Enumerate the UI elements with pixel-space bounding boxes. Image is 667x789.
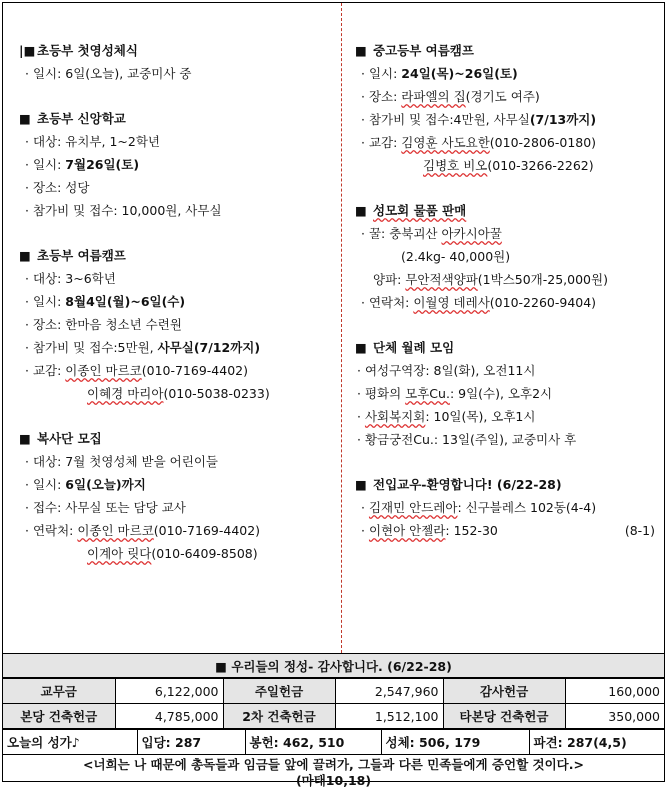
left-column — [19, 39, 335, 587]
info-line: · 일시: 24일(목)~26일(토) — [361, 66, 518, 81]
table-label: 주일헌금 — [223, 679, 335, 704]
bulletin-page — [2, 2, 665, 788]
right-column — [355, 39, 661, 564]
info-line: · 참가비 및 접수:4만원, 사무실(7/13까지) — [361, 112, 597, 127]
info-line: · 일시: 7월26일(토) — [25, 157, 140, 172]
hymn-table — [3, 729, 664, 755]
square-bullet-icon: |■ — [19, 43, 36, 58]
info-line: · 황금궁전Cu.: 13일(주일), 교중미사 후 — [357, 432, 577, 447]
section-title: ■ 복사단 모집 — [19, 427, 335, 450]
column-divider — [341, 3, 342, 653]
info-line: (2.4kg- 40,000원) — [401, 249, 511, 264]
section-faith-school — [19, 107, 335, 222]
info-line: · 김재민 안드레아: 신구블레스 102동(4-4) — [361, 500, 597, 515]
info-line: · 교감: 이종인 마르코(010-7169-4402) — [25, 363, 248, 378]
square-bullet-icon: ■ — [355, 477, 367, 492]
square-bullet-icon: ■ — [355, 203, 367, 218]
offering-section — [3, 653, 664, 789]
table-row — [3, 704, 664, 729]
square-bullet-icon: ■ — [355, 340, 367, 355]
info-line: · 일시: 8월4일(월)~6일(수) — [25, 294, 186, 309]
section-altar-server — [19, 427, 335, 565]
section-first-communion — [19, 39, 335, 85]
section-title: ■ 중고등부 여름캠프 — [355, 39, 661, 62]
verse-reference: (마태10,18) — [295, 773, 372, 788]
info-line: 양파: 무안적색양파(1박스50개-25,000원) — [373, 272, 608, 287]
table-value: 160,000 — [565, 679, 664, 704]
section-summer-camp-youth — [355, 39, 661, 177]
info-line: 이혜경 마리아(010-5038-0233) — [87, 386, 270, 401]
info-line: · 꿀: 충북괴산 아카시아꿀 — [361, 226, 502, 241]
info-line: · 이현아 안젤라: 152-30 (8-1) — [361, 523, 655, 538]
info-line: · 일시: 6일(오늘), 교중미사 중 — [25, 66, 192, 81]
section-title: ■ 초등부 신앙학교 — [19, 107, 335, 130]
square-bullet-icon: ■ — [19, 431, 31, 446]
table-label: 2차 건축헌금 — [223, 704, 335, 729]
verse-text: <너희는 나 때문에 총독들과 임금들 앞에 끌려가, 그들과 다른 민족들에게 증언할 것이다.> — [83, 757, 584, 772]
table-label: 본당 건축헌금 — [3, 704, 115, 729]
hymn-communion: 성체: 506, 179 — [381, 730, 529, 755]
info-line: · 평화의 모후Cu.: 9일(수), 오후2시 — [357, 386, 553, 401]
hymn-title: 오늘의 성가♪ — [3, 730, 137, 755]
hymn-offertory: 봉헌: 462, 510 — [245, 730, 381, 755]
hymn-entrance: 입당: 287 — [137, 730, 245, 755]
info-line: · 일시: 6일(오늘)까지 — [25, 477, 146, 492]
info-line: · 사회복지회: 10일(목), 오후1시 — [357, 409, 536, 424]
section-title: ■ 단체 월례 모임 — [355, 336, 661, 359]
table-row — [3, 730, 664, 755]
info-line: · 대상: 7월 첫영성체 받을 어린이들 — [25, 454, 218, 469]
offering-table — [3, 678, 664, 729]
square-bullet-icon: ■ — [19, 248, 31, 263]
square-bullet-icon: ■ — [19, 111, 31, 126]
info-line: · 장소: 한마음 청소년 수련원 — [25, 317, 182, 332]
section-monthly-meeting — [355, 336, 661, 451]
table-label: 타본당 건축헌금 — [443, 704, 565, 729]
section-title: ■ 초등부 여름캠프 — [19, 244, 335, 267]
info-line: · 연락처: 이종인 마르코(010-7169-4402) — [25, 523, 261, 538]
info-line: · 참가비 및 접수:5만원, 사무실(7/12까지) — [25, 340, 261, 355]
table-value: 4,785,000 — [115, 704, 223, 729]
table-row — [3, 679, 664, 704]
table-value: 350,000 — [565, 704, 664, 729]
table-value: 2,547,960 — [335, 679, 443, 704]
info-line: · 대상: 3~6학년 — [25, 271, 116, 286]
offering-banner: ■ 우리들의 정성- 감사합니다. (6/22-28) — [3, 653, 664, 678]
info-line: · 접수: 사무실 또는 담당 교사 — [25, 500, 186, 515]
section-title: ■ 전입교우-환영합니다! (6/22-28) — [355, 473, 661, 496]
section-summer-camp-elementary — [19, 244, 335, 405]
info-line: 이계아 릿다(010-6409-8508) — [87, 546, 258, 561]
info-line: · 참가비 및 접수: 10,000원, 사무실 — [25, 203, 222, 218]
square-bullet-icon: ■ — [355, 43, 367, 58]
hymn-recessional: 파견: 287(4,5) — [529, 730, 664, 755]
section-welcome — [355, 473, 661, 542]
info-line: · 여성구역장: 8일(화), 오전11시 — [357, 363, 536, 378]
section-title: ■ 성모회 물품 판매 — [355, 199, 661, 222]
info-line: · 교감: 김영훈 사도요한(010-2806-0180) — [361, 135, 597, 150]
info-line: 김병호 비오(010-3266-2262) — [423, 158, 594, 173]
table-label: 감사헌금 — [443, 679, 565, 704]
info-line: · 장소: 성당 — [25, 180, 90, 195]
info-line: · 대상: 유치부, 1~2학년 — [25, 134, 160, 149]
info-line: · 장소: 라파엘의 집(경기도 여주) — [361, 89, 540, 104]
table-label: 교무금 — [3, 679, 115, 704]
table-value: 1,512,100 — [335, 704, 443, 729]
section-title: |■ 초등부 첫영성체식 — [19, 39, 335, 62]
section-sale — [355, 199, 661, 314]
table-value: 6,122,000 — [115, 679, 223, 704]
info-line: · 연락처: 이월영 데레사(010-2260-9404) — [361, 295, 597, 310]
